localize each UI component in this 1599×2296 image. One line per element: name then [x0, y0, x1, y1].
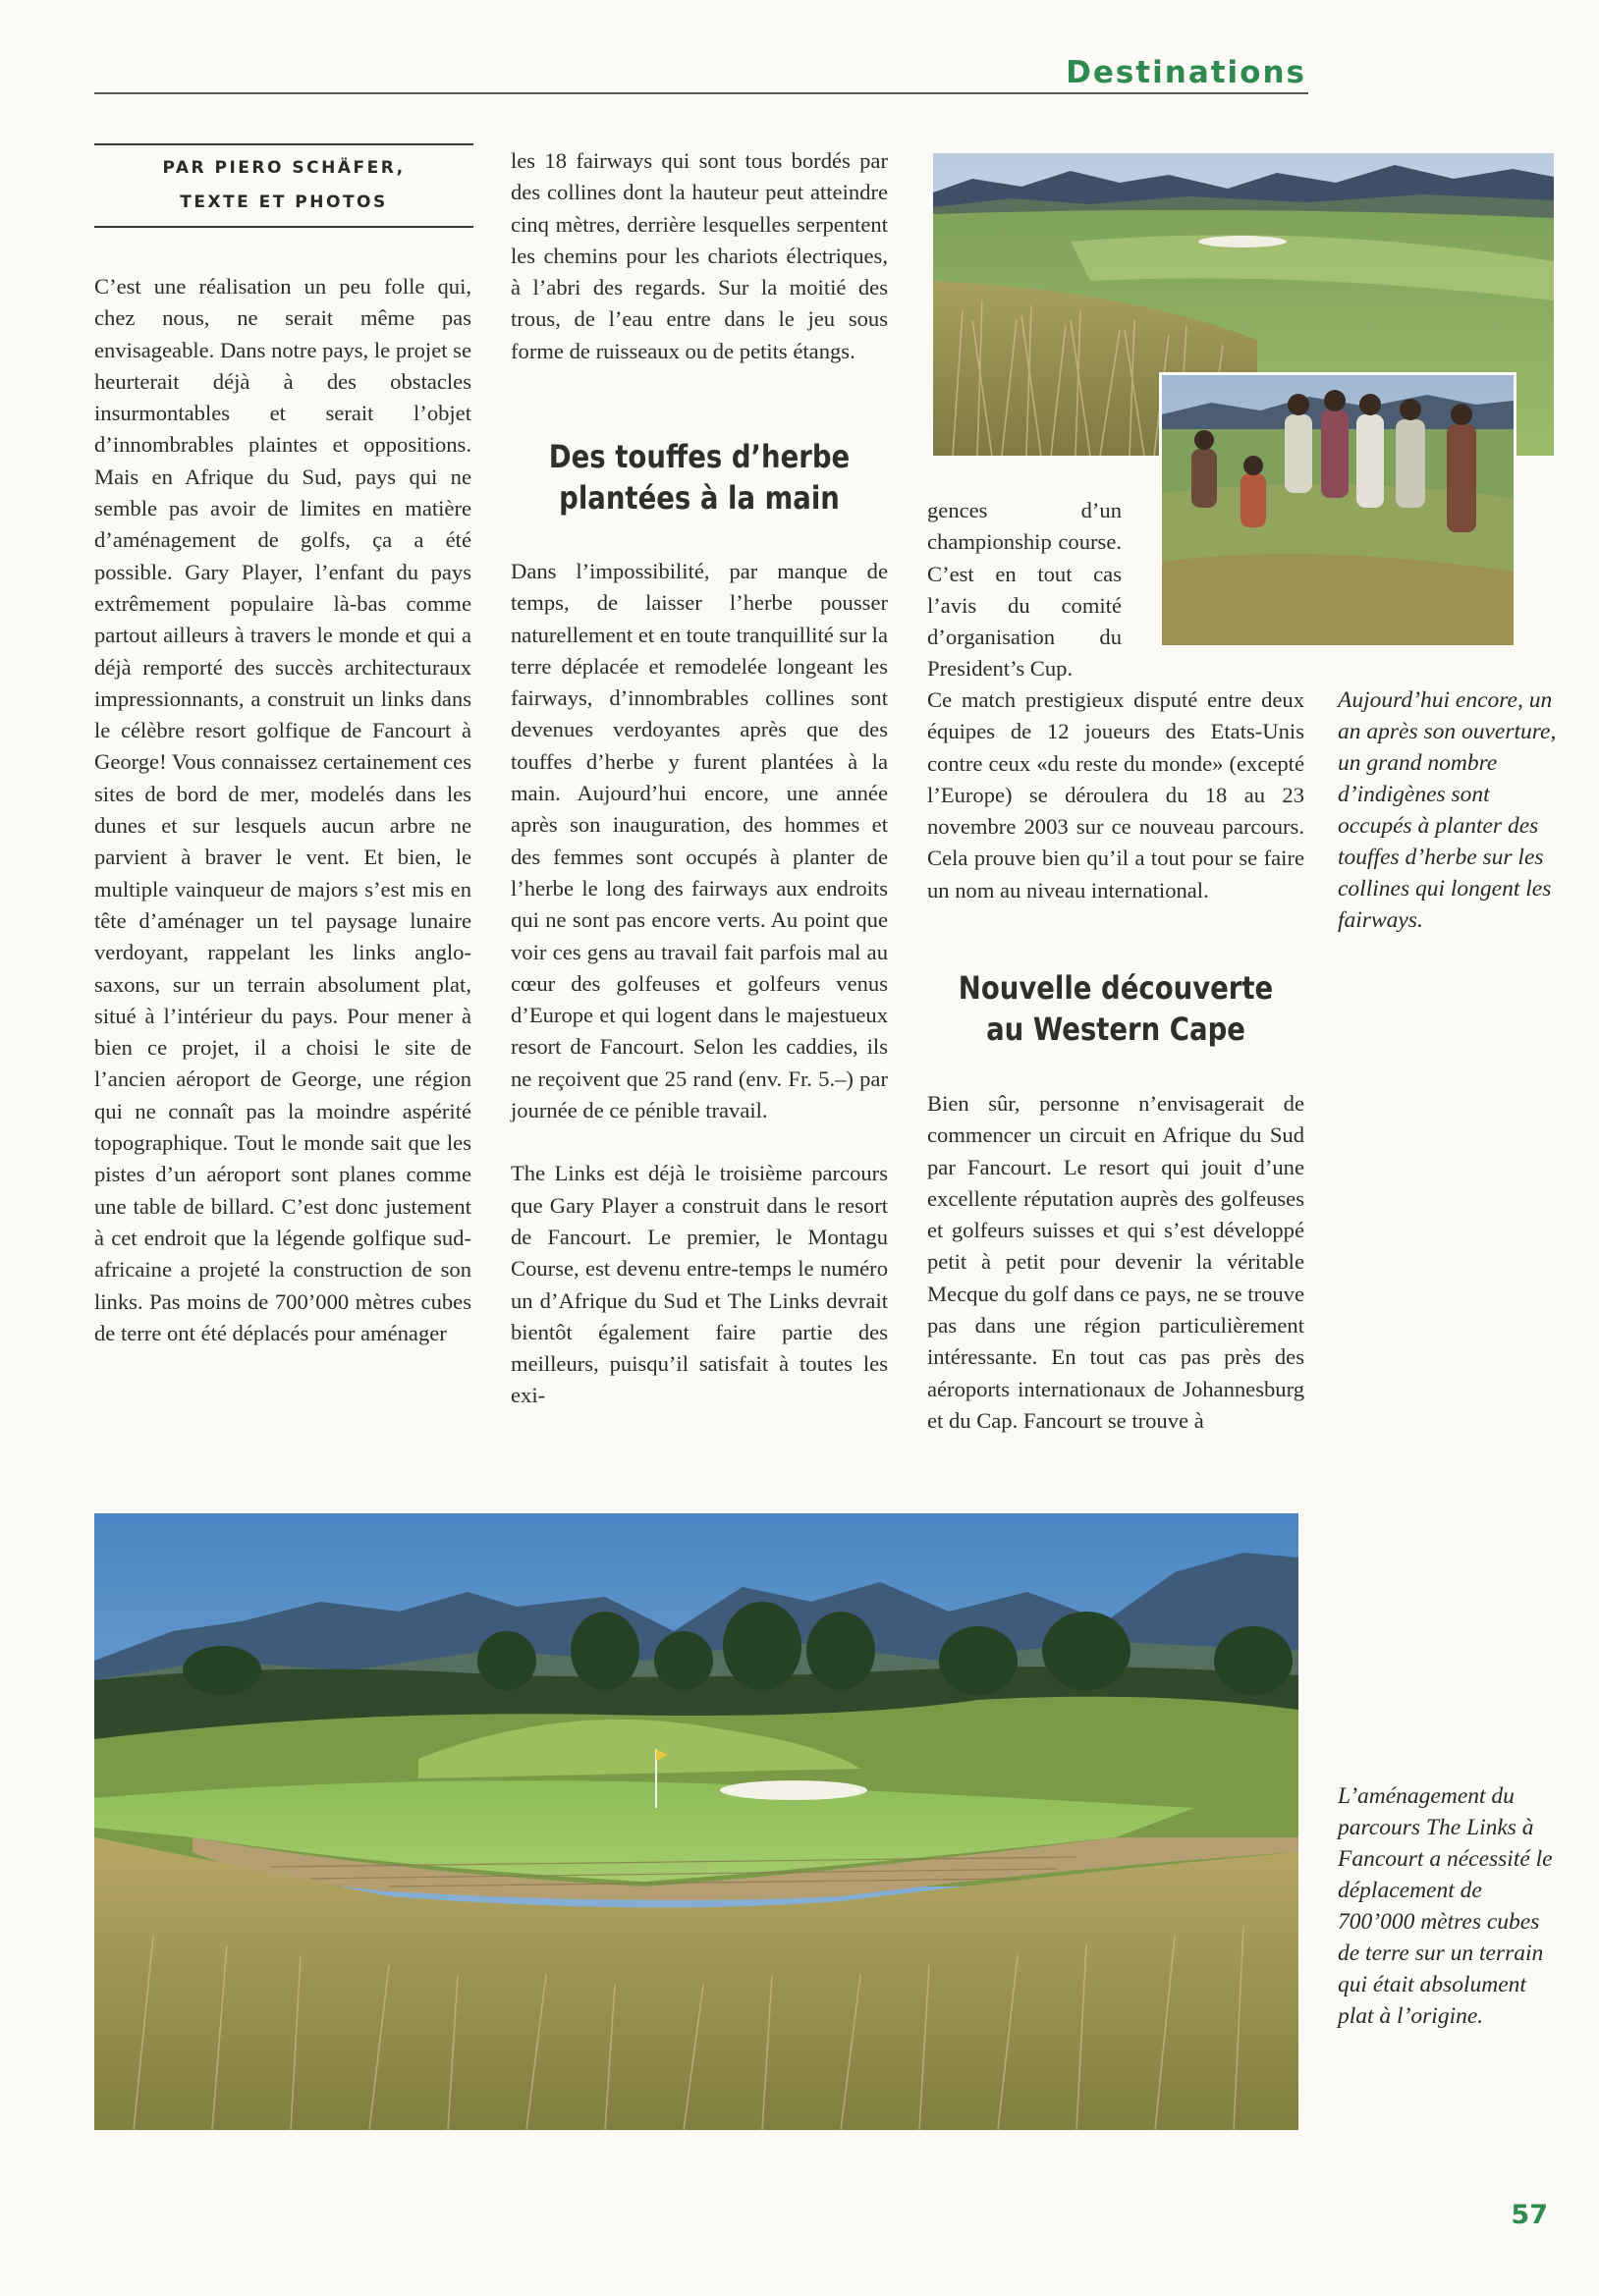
paragraph: Dans l’impossibilité, par manque de temps, de laisser l’herbe pousser naturellement et en toute tranquillité sur la terre déplacée et remodelée longeant les fairways, d’innombrables collines sont devenues verdoyantes après que des touffes d’herbe y furent plantées à la main. Aujourd’hui encore, une année après son inauguration, des hommes et des femmes sont occupés à planter de l’herbe le long des fairways aux endroits qui ne sont pas encore verts. Au point que voir ces gens au travail fait parfois mal au cœur des golfeuses et golfeurs venus d’Europe et qui logent dans le majestueux resort de Fancourt. Selon les caddies, ils ne reçoivent que 25 rand (env. Fr. 5.–) par journée de ce pénible travail.: [511, 559, 888, 1123]
photo-workers-group: [1162, 375, 1514, 645]
paragraph: gences d’un championship course. C’est en tout cas l’avis du comité d’organisation du President’s Cup.: [927, 498, 1122, 682]
photo-caption-workers: Aujourd’hui encore, un an après son ouverture, un grand nombre d’indigènes sont occupés à planter des touffes d’herbe sur les collines qui longent les fairways.: [1338, 687, 1557, 933]
paragraph: The Links est déjà le troisième parcours que Gary Player a construit dans le resort de Fancourt. Le premier, le Montagu Course, est devenu entre-temps le numéro un d’Afrique du Sud et The Links devrait bientôt également faire partie des meilleurs, puisqu’il satisfait à toutes les exi-: [511, 1161, 888, 1408]
article-column-1: [94, 271, 471, 1349]
byline-credit: TEXTE ET PHOTOS: [180, 192, 388, 212]
photo-links-green: [94, 1513, 1298, 2130]
section-title: Destinations: [1066, 55, 1306, 90]
article-column-3-wrap: [927, 495, 1122, 685]
paragraph: Ce match prestigieux disputé entre deux équipes de 12 joueurs des Etats-Unis contre ceux «du reste du monde» (excepté l’Europe) se déroulera du 18 au 23 novembre 2003 sur ce nouveau parcours. Cela prouve bien qu’il a tout pour se faire un nom au niveau international.: [927, 687, 1304, 902]
paragraph: les 18 fairways qui sont tous bordés par des collines dont la hauteur peut atteindre cinq mètres, derrière lesquelles serpentent les chemins pour les chariots électriques, à l’abri des regards. Sur la moitié des trous, de l’eau entre dans le jeu sous forme de ruisseaux ou de petits étangs.: [511, 148, 888, 363]
header-divider: [94, 92, 1308, 94]
byline-author: PAR PIERO SCHÄFER,: [162, 158, 406, 178]
article-column-3-bottom: [927, 1088, 1304, 1437]
page-number: 57: [1511, 2200, 1548, 2230]
article-column-3-middle: [927, 684, 1304, 906]
byline: [94, 143, 473, 228]
article-column-2-bottom: [511, 556, 888, 1412]
photo-caption-course: L’aménagement du parcours The Links à Fancourt a nécessité le déplacement de 700’000 mètres cubes de terre sur un terrain qui était absolument plat à l’origine.: [1338, 1783, 1553, 2029]
paragraph: Bien sûr, personne n’envisagerait de commencer un circuit en Afrique du Sud par Fancourt. Le resort qui jouit d’une excellente réputation auprès des golfeuses et golfeurs suisses et qui s’est développé petit à petit pour devenir la véritable Mecque du golf dans ce pays, ne se trouve pas dans une région particulièrement intéressante. En tout cas pas près des aéroports internationaux de Johannesburg et du Cap. Fancourt se trouve à: [927, 1091, 1304, 1433]
paragraph: C’est une réalisation un peu folle qui, chez nous, ne serait même pas envisageable. Dans notre pays, le projet se heurterait déjà à des obstacles insurmontables et serait l’objet d’innombrables plaintes et oppositions. Mais en Afrique du Sud, pays qui ne semble pas avoir de limites en matière d’aménagement de golfs, ça a été possible. Gary Player, l’enfant du pays extrêmement populaire là-bas comme partout ailleurs à travers le monde et qui a déjà remporté des succès architecturaux impressionnants, a construit un links dans le célèbre resort golfique de Fancourt à George! Vous connaissez certainement ces sites de bord de mer, modelés dans les dunes et sur lesquels aucun arbre ne parvient à braver le vent. Et bien, le multiple vainqueur de majors s’est mis en tête d’aménager un tel paysage lunaire verdoyant, rappelant les links anglo-saxons, sur un terrain absolument plat, situé à l’intérieur du pays. Pour mener à bien ce projet, il a choisi le site de l’ancien aéroport de George, une région qui ne connaît pas la moindre aspérité topographique. Tout le monde sait que les pistes d’un aéroport sont planes comme une table de billard. C’est donc justement à cet endroit que la légende golfique sud-africaine a projeté la construction de son links. Pas moins de 700’000 mètres cubes de terre ont été déplacés pour aménager: [94, 274, 471, 1345]
subheading-touffes: Des touffes d’herbe plantées à la main: [548, 438, 851, 517]
subheading-western-cape: Nouvelle découverte au Western Cape: [958, 969, 1274, 1048]
article-column-2-top: [511, 145, 888, 367]
